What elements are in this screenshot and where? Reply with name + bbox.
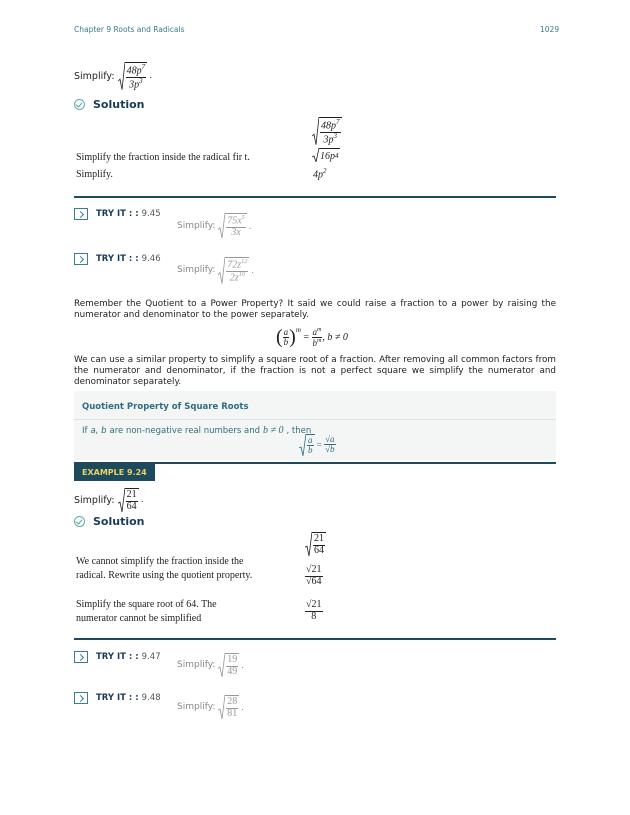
quotient-property-box [74, 391, 556, 460]
paragraph-quotient-power: Remember the Quotient to a Power Property? It said we could raise a fraction to a power by raising the numerator and denominator to the power separately. [74, 299, 556, 320]
box-formula: $\frac{a}{b}$ = $\frac{√a}{√b}$ [299, 434, 336, 456]
box-title: Quotient Property of Square Roots [82, 402, 249, 412]
chevron-right-icon[interactable] [74, 208, 88, 220]
try-it-9-47[interactable]: TRY IT : : 9.47 [74, 651, 161, 663]
try1-expr: Simplify: $\frac{75x^5}{3x}$ . [177, 215, 252, 238]
ex2-prompt: Simplify: $\frac{21}{64}$ . [74, 489, 144, 512]
ex1-step2-text: Simplify. [76, 169, 113, 180]
try2-expr: Simplify: $\frac{72z^{12}}{2z^{10}}$ . [177, 259, 254, 284]
section-divider [74, 196, 556, 198]
ex2-step0-math: $\frac{21}{64}$ [305, 532, 326, 556]
paragraph-square-root-fraction: We can use a similar property to simplify a square root of a fraction. After removing all common factors from the numerator and denominator, if the fraction is not a perfect square we simplify the numerator and denominator separately. [74, 355, 556, 387]
ex1-step1-math: 16p 4 [312, 148, 340, 162]
try-it-9-45[interactable]: TRY IT : : 9.45 [74, 208, 161, 220]
chapter-title: Chapter 9 Roots and Radicals [74, 25, 185, 34]
ex2-solution-heading: Solution [74, 515, 145, 528]
ex1-solution-heading: Solution [74, 98, 145, 111]
page-number: 1029 [540, 25, 560, 34]
ex2-step1-text: We cannot simplify the fraction inside the radical. Rewrite using the quotient property. [76, 556, 253, 581]
power-property-formula: ( $\frac{a}{b}$ ) $^m$ = $\frac{a^m}{b^m}$ , b ≠ 0 [276, 326, 348, 348]
chevron-right-icon[interactable] [74, 692, 88, 704]
ex1-prompt: Simplify: $\frac{48p^7}{3p^3}$ . [74, 63, 152, 91]
try-it-9-48[interactable]: TRY IT : : 9.48 [74, 692, 161, 704]
check-circle-icon [74, 516, 85, 527]
box-statement: If a, b are non-negative real numbers and b ≠ 0 , then [82, 425, 312, 436]
ex1-step1-text: Simplify the fraction inside the radical fir t. [76, 152, 250, 163]
chevron-right-icon[interactable] [74, 253, 88, 265]
ex1-step2-math: $4p^2$ [313, 167, 327, 181]
try3-expr: Simplify: $\frac{19}{49}$ . [177, 654, 244, 677]
chevron-right-icon[interactable] [74, 651, 88, 663]
ex2-step2-math: $\frac{√21}{8}$ [306, 599, 322, 622]
section-divider-2 [74, 638, 556, 640]
check-circle-icon [74, 99, 85, 110]
ex1-step0-math: $\frac{48p^7}{3p^3}$ [312, 117, 342, 146]
ex2-step2-text: Simplify the square root of 64. The numerator cannot be simplified [76, 599, 217, 624]
ex1-prompt-label: Simplify: [74, 70, 115, 82]
example-badge: EXAMPLE 9.24 [74, 464, 155, 481]
try4-expr: Simplify: $\frac{28}{81}$ . [177, 696, 244, 719]
try-it-9-46[interactable]: TRY IT : : 9.46 [74, 253, 161, 265]
ex1-radical: $\frac{48p^7}{3p^3}$ [118, 62, 148, 91]
ex2-step1-math: $\frac{√21}{√64}$ [306, 564, 322, 587]
